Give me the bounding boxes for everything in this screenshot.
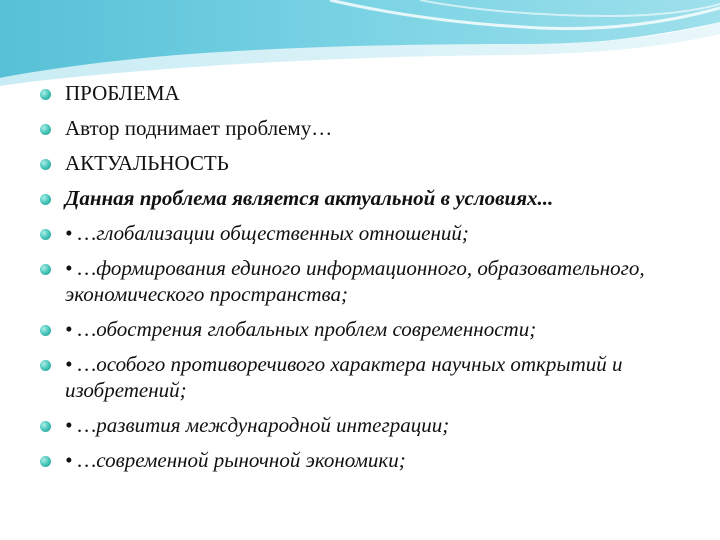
bullet-icon <box>40 124 51 135</box>
list-item-text: АКТУАЛЬНОСТЬ <box>65 151 229 175</box>
list-item <box>40 115 700 141</box>
list-item <box>40 316 700 342</box>
list-item-text: • …глобализации общественных отношений; <box>65 221 469 245</box>
list-item-text: ПРОБЛЕМА <box>65 81 180 105</box>
list-item <box>40 447 700 473</box>
bullet-icon <box>40 421 51 432</box>
list-item <box>40 220 700 246</box>
list-item-text: • …обострения глобальных проблем современности; <box>65 317 537 341</box>
list-item-text: Автор поднимает проблему… <box>65 116 333 140</box>
bullet-icon <box>40 194 51 205</box>
list-item <box>40 412 700 438</box>
bullet-icon <box>40 264 51 275</box>
header-wave-decoration <box>0 0 720 90</box>
bullet-icon <box>40 456 51 467</box>
bullet-icon <box>40 229 51 240</box>
list-item <box>40 255 700 307</box>
list-item <box>40 185 700 211</box>
list-item-text: • …формирования единого информационного, образовательного, экономического пространства; <box>65 256 645 306</box>
list-item-text: Данная проблема является актуальной в условиях... <box>65 186 554 210</box>
list-item-text: • …особого противоречивого характера научных открытий и изобретений; <box>65 352 623 402</box>
bullet-icon <box>40 325 51 336</box>
list-item-text: • …современной рыночной экономики; <box>65 448 406 472</box>
bullet-list <box>40 80 700 482</box>
bullet-icon <box>40 360 51 371</box>
list-item <box>40 351 700 403</box>
bullet-icon <box>40 159 51 170</box>
list-item <box>40 150 700 176</box>
list-item <box>40 80 700 106</box>
bullet-icon <box>40 89 51 100</box>
list-item-text: • …развития международной интеграции; <box>65 413 450 437</box>
